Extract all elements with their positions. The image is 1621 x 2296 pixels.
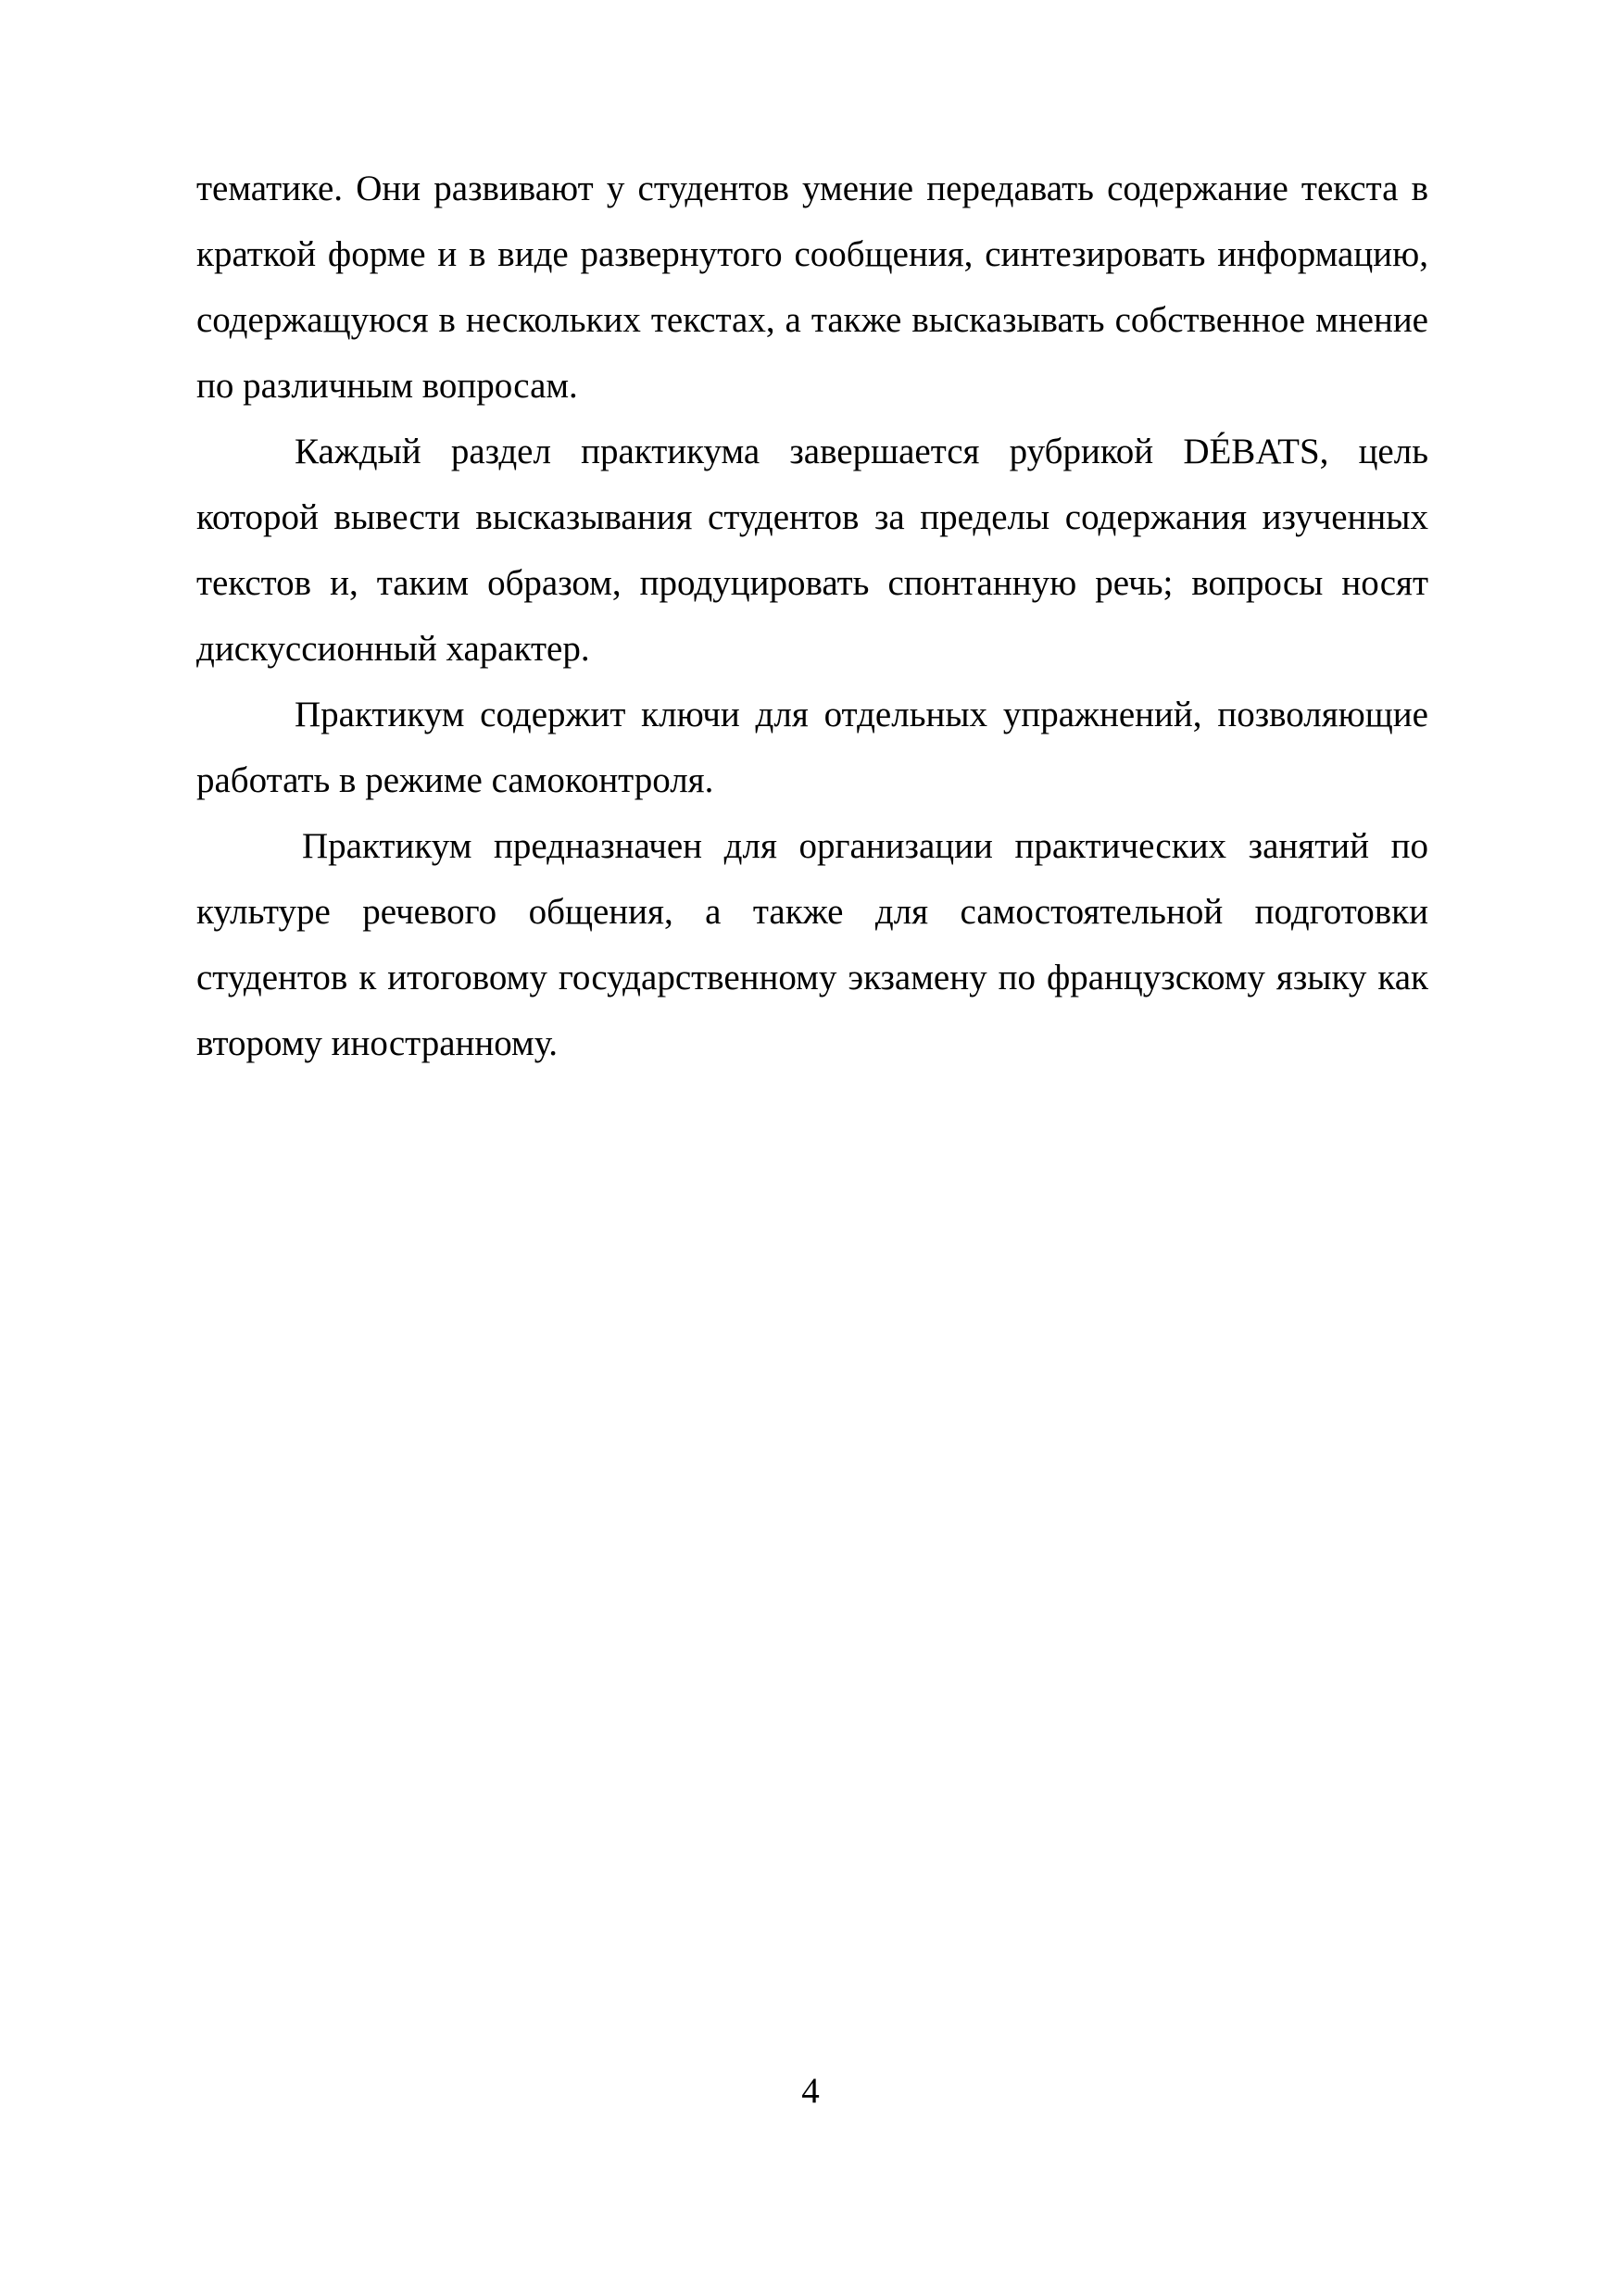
document-body bbox=[196, 156, 1428, 1076]
paragraph-debats: Каждый раздел практикума завершается рубрикой DÉBATS, цель которой вывести высказывания студентов за пределы содержания изученных текстов и, таким образом, продуцировать спонтанную речь; вопросы носят дискуссионный характер. bbox=[196, 432, 1428, 669]
paragraph-keys: Практикум содержит ключи для отдельных упражнений, позволяющие работать в режиме самоконтроля. bbox=[196, 695, 1428, 800]
paragraph-continuation: тематике. Они развивают у студентов умение передавать содержание текста в краткой форме и в виде развернутого сообщения, синтезировать информацию, содержащуюся в нескольких текстах, а также высказывать собственное мнение по различным вопросам. bbox=[196, 169, 1428, 406]
page-number: 4 bbox=[801, 2071, 820, 2111]
paragraph-purpose: Практикум предназначен для организации практических занятий по культуре речевого общения, а также для самостоятельной подготовки студентов к итоговому государственному экзамену по французскому языку как второму иностранному. bbox=[196, 826, 1428, 1063]
